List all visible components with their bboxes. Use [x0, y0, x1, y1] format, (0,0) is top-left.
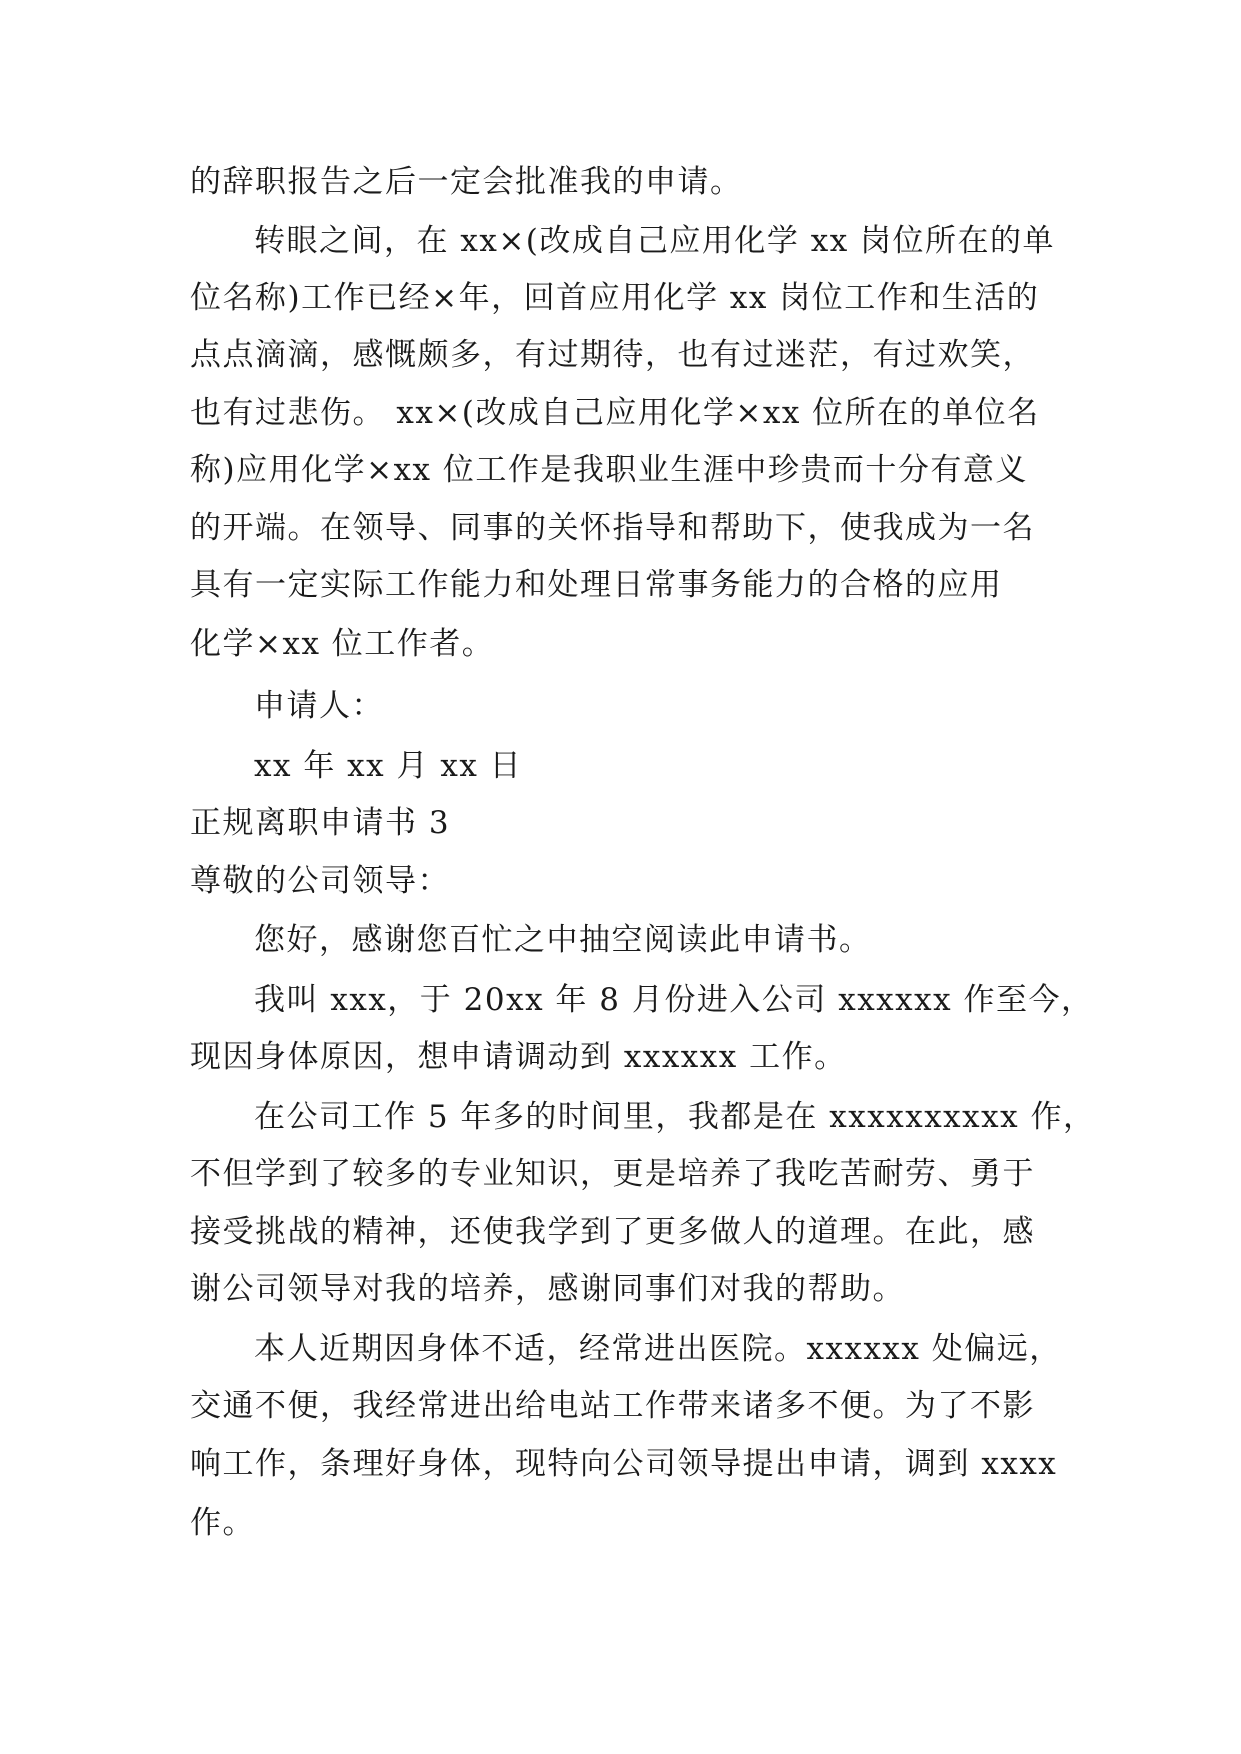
paragraph-line: 不但学到了较多的专业知识，更是培养了我吃苦耐劳、勇于 [190, 1156, 1035, 1192]
paragraph-line: 在公司工作 5 年多的时间里，我都是在 xxxxxxxxxx 作， [254, 1099, 1096, 1135]
paragraph-line: 接受挑战的精神，还使我学到了更多做人的道理。在此，感 [190, 1214, 1035, 1250]
paragraph-line: 的开端。在领导、同事的关怀指导和帮助下，使我成为一名 [190, 510, 1035, 546]
paragraph-line: 的辞职报告之后一定会批准我的申请。 [190, 164, 743, 200]
paragraph-line: 称)应用化学×xx 位工作是我职业生涯中珍贵而十分有意义 [190, 452, 1028, 488]
paragraph-line: 作。 [190, 1505, 255, 1541]
section-title: 正规离职申请书 3 [190, 805, 451, 841]
paragraph-line: 响工作，条理好身体，现特向公司领导提出申请，调到 xxxx [190, 1446, 1058, 1482]
paragraph-line: 我叫 xxx，于 20xx 年 8 月份进入公司 xxxxxx 作至今， [254, 982, 1094, 1018]
paragraph-line: 具有一定实际工作能力和处理日常事务能力的合格的应用 [190, 567, 1003, 603]
paragraph-line: 位名称)工作已经×年，回首应用化学 xx 岗位工作和生活的 [190, 280, 1040, 316]
date-line: xx 年 xx 月 xx 日 [254, 748, 523, 784]
paragraph-line: 现因身体原因，想申请调动到 xxxxxx 工作。 [190, 1039, 847, 1075]
paragraph-line: 谢公司领导对我的培养，感谢同事们对我的帮助。 [190, 1271, 905, 1307]
paragraph-line: 也有过悲伤。 xx×(改成自己应用化学×xx 位所在的单位名 [190, 395, 1040, 431]
paragraph-line: 转眼之间，在 xx×(改成自己应用化学 xx 岗位所在的单 [254, 223, 1056, 259]
paragraph-line: 本人近期因身体不适，经常进出医院。xxxxxx 处偏远， [254, 1331, 1062, 1367]
paragraph-line: 点点滴滴，感慨颇多，有过期待，也有过迷茫，有过欢笑， [190, 337, 1035, 373]
paragraph-line: 交通不便，我经常进出给电站工作带来诸多不便。为了不影 [190, 1388, 1035, 1424]
salutation: 尊敬的公司领导： [190, 863, 450, 899]
paragraph-line: 您好，感谢您百忙之中抽空阅读此申请书。 [254, 922, 872, 958]
signature-label: 申请人： [254, 688, 384, 724]
paragraph-line: 化学×xx 位工作者。 [190, 626, 495, 662]
